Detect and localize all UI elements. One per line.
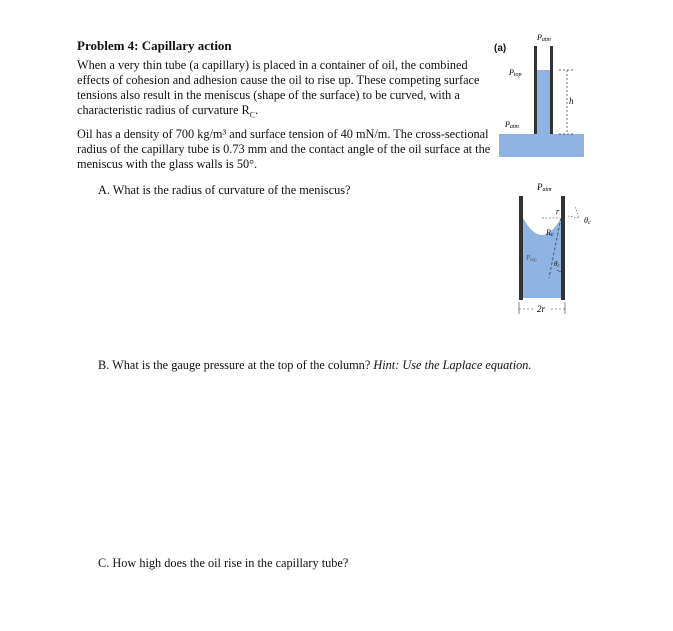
oil-column — [537, 70, 550, 134]
tube-wall-left — [534, 46, 537, 134]
ptop-label: Ptop — [509, 68, 522, 78]
meniscus-diagram-b — [505, 178, 615, 318]
tube-b-wall-left — [519, 196, 523, 300]
ptop-b-label: Ptop — [526, 254, 537, 263]
tube-wall-right — [550, 46, 553, 134]
problem-intro-paragraph — [77, 58, 497, 122]
capillary-diagram-a — [495, 28, 595, 158]
intro-text: When a very thin tube (a capillary) is placed in a container of oil, the combined effects of cohesion and adhesion cause the oil to rise up. These competing surface tensions also result in the meniscus (shape of the surface) to be curved, with a characteristic radius of curvature R — [77, 58, 480, 117]
rc-subscript: C — [249, 110, 256, 120]
problem-given-paragraph: Oil has a density of 700 kg/m³ and surface tension of 40 mN/m. The cross-sectional radius of the capillary tube is 0.73 mm and the contact angle of the oil surface at the meniscus with the glass walls is 50°. — [77, 127, 491, 171]
theta-outer-lines — [568, 206, 579, 218]
r-label: r — [556, 207, 560, 216]
question-b-hint: Hint: Use the Laplace equation. — [373, 358, 532, 372]
theta-outer-label: θc — [584, 216, 591, 226]
theta-inner-label: θc — [554, 260, 560, 269]
patm-top-label: Patm — [537, 33, 551, 43]
diameter-label: 2r — [537, 304, 546, 314]
figure-a-label: (a) — [494, 43, 507, 54]
question-b — [98, 358, 531, 373]
tube-b-wall-right — [561, 196, 565, 300]
h-label: h — [569, 96, 574, 106]
patm-left-label: Patm — [505, 120, 519, 130]
patm-b-label: Patm — [537, 182, 552, 193]
problem-title: Problem 4: Capillary action — [77, 38, 232, 53]
question-b-text: B. What is the gauge pressure at the top of the column? — [98, 358, 374, 372]
oil-reservoir — [499, 134, 584, 157]
intro-period: . — [255, 103, 259, 117]
question-c: C. How high does the oil rise in the capillary tube? — [98, 556, 349, 570]
rc-label: Rc — [546, 228, 554, 238]
question-a: A. What is the radius of curvature of the meniscus? — [98, 183, 351, 197]
